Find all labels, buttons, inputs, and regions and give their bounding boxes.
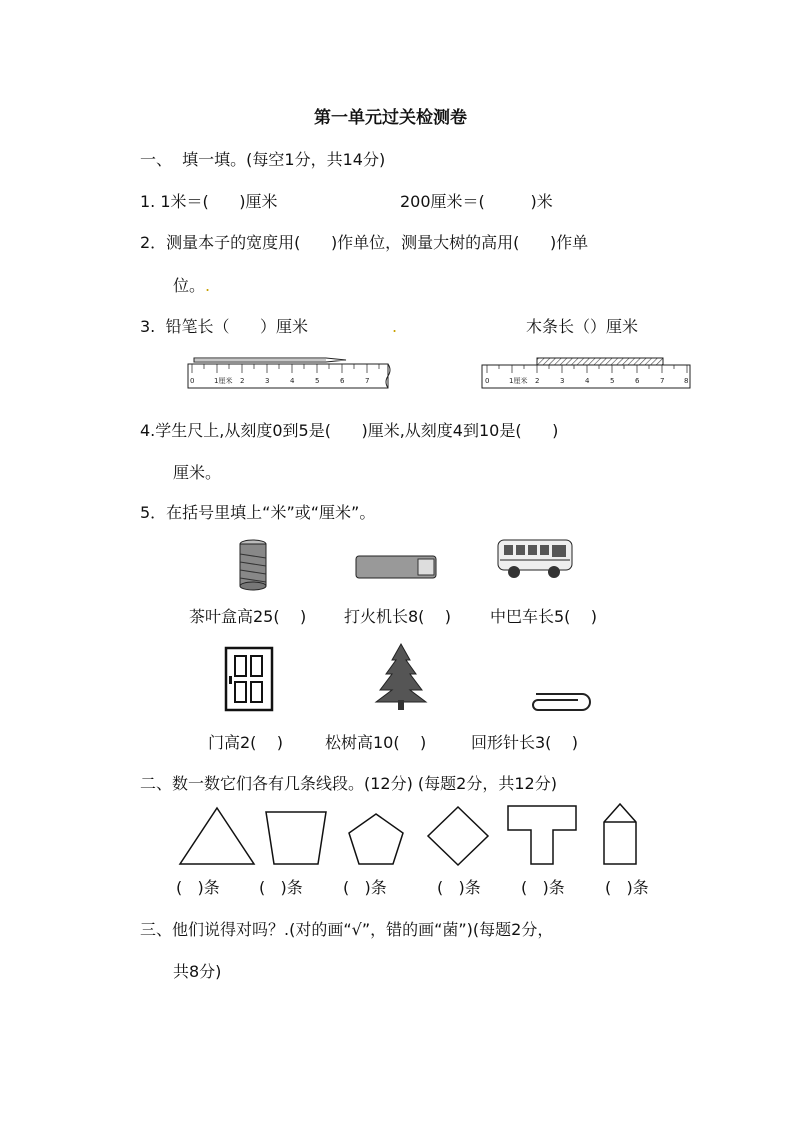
- q4-line-1: 4.学生尺上,从刻度0到5是( )厘米,从刻度4到10是( ): [140, 421, 559, 440]
- q1-part-a: 1. 1米＝( )厘米: [140, 192, 278, 211]
- section-3-line-2: 共8分): [173, 962, 222, 981]
- q2-mark: .: [205, 276, 211, 295]
- ruler1-tick-3: 3: [265, 377, 270, 385]
- pencil-shape: [600, 802, 640, 866]
- pentagon-shape: [346, 812, 406, 866]
- ruler2-tick-5: 5: [610, 377, 615, 385]
- ruler2-tick-6: 6: [635, 377, 640, 385]
- q4-line-2: 厘米。: [173, 463, 222, 482]
- item-paperclip: 回形针长3( ): [471, 733, 579, 752]
- paperclip-image: [526, 690, 592, 714]
- diamond-shape: [426, 805, 490, 867]
- ruler-pencil-figure: [186, 354, 396, 390]
- t-shape: [506, 804, 578, 866]
- shape-answer-3: ( )条: [343, 878, 387, 897]
- shape-answer-2: ( )条: [259, 878, 303, 897]
- ruler1-tick-4: 4: [290, 377, 295, 385]
- shape-answer-1: ( )条: [176, 878, 220, 897]
- ruler2-unit: 1厘米: [509, 377, 528, 385]
- ruler1-tick-6: 6: [340, 377, 345, 385]
- ruler2-tick-8: 8: [684, 377, 689, 385]
- lighter-image: [354, 553, 438, 581]
- item-lighter: 打火机长8( ): [344, 607, 452, 626]
- item-door: 门高2( ): [208, 733, 284, 752]
- ruler1-tick-0: 0: [190, 377, 195, 385]
- shape-answer-6: ( )条: [605, 878, 649, 897]
- triangle-shape: [178, 806, 256, 866]
- ruler2-tick-3: 3: [560, 377, 565, 385]
- ruler1-unit: 1厘米: [214, 377, 233, 385]
- item-minibus: 中巴车长5( ): [490, 607, 598, 626]
- shape-answer-4: ( )条: [437, 878, 481, 897]
- q2-line-2-text: 位。: [173, 276, 206, 295]
- trapezoid-shape: [264, 810, 328, 866]
- section-1-heading: 一、 填一填。(每空1分，共14分): [140, 150, 386, 169]
- ruler2-tick-2: 2: [535, 377, 540, 385]
- q3-wood: 木条长（）厘米: [526, 317, 639, 336]
- q2-line-2: [173, 276, 210, 296]
- q3-mark: .: [392, 317, 398, 336]
- q2-line-1: 2．测量本子的宽度用( )作单位，测量大树的高用( )作单: [140, 233, 589, 252]
- q3-pencil: 3. 铅笔长（ ）厘米: [140, 317, 308, 336]
- item-pine-tree: 松树高10( ): [325, 733, 427, 752]
- ruler2-tick-0: 0: [485, 377, 490, 385]
- ruler1-tick-7: 7: [365, 377, 370, 385]
- minibus-image: [494, 536, 578, 582]
- ruler2-tick-7: 7: [660, 377, 665, 385]
- page-title: 第一单元过关检测卷: [314, 108, 467, 128]
- ruler-wood-figure: [480, 354, 700, 390]
- section-2-heading: 二、数一数它们各有几条线段。(12分) (每题2分，共12分): [140, 774, 557, 793]
- ruler2-tick-4: 4: [585, 377, 590, 385]
- tea-can-image: [236, 538, 270, 592]
- section-3-line-1: 三、他们说得对吗？.(对的画“√”，错的画“菌”)(每题2分，: [140, 920, 554, 939]
- q1-part-b: 200厘米＝( )米: [400, 192, 553, 211]
- wood-strip-image: [537, 358, 663, 365]
- pine-tree-image: [374, 642, 428, 712]
- ruler1-tick-2: 2: [240, 377, 245, 385]
- ruler1-tick-5: 5: [315, 377, 320, 385]
- door-image: [224, 646, 274, 712]
- item-tea-can: 茶叶盒高25( ): [189, 607, 307, 626]
- shape-answer-5: ( )条: [521, 878, 565, 897]
- q5-prompt: 5．在括号里填上“米”或“厘米”。: [140, 503, 376, 522]
